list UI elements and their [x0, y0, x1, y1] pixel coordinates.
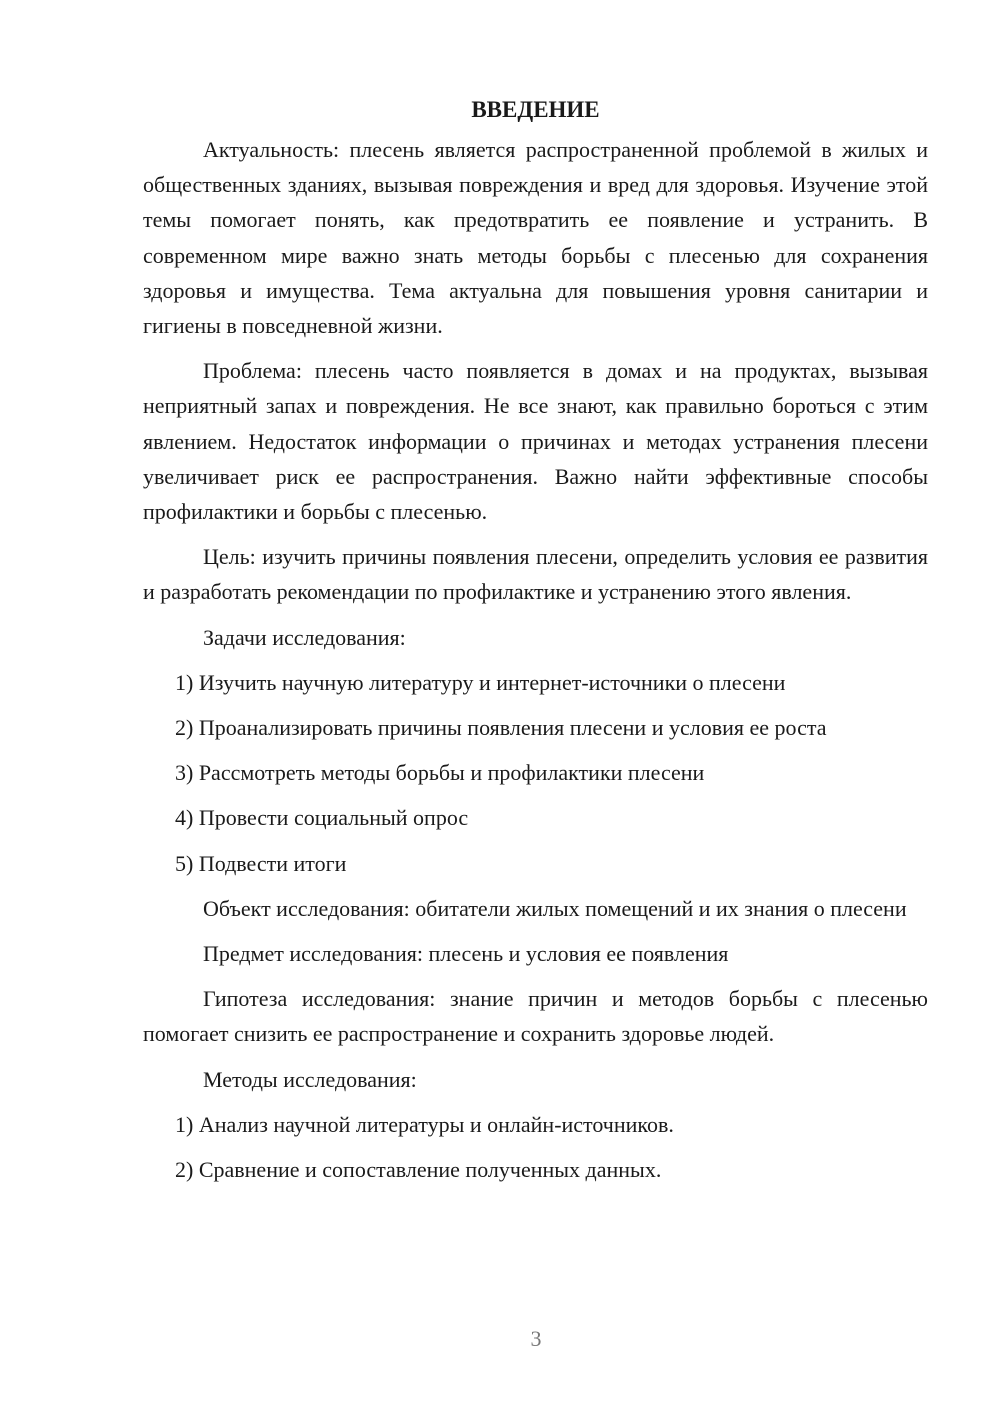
page-content [143, 92, 928, 1197]
task-item: 1) Изучить научную литературу и интернет-источники о плесени [175, 669, 786, 695]
relevance-paragraph: Актуальность: плесень является распространенной проблемой в жилых и общественных зданиях, вызывая повреждения и вред для здоровья. Изучение этой темы помогает понять, как предотвратить ее появление и устранить. В современном мире важно знать методы борьбы с плесенью для сохранения здоровья и имущества. Тема актуальна для повышения уровня санитарии и гигиены в повседневной жизни. [143, 137, 928, 339]
task-item: 5) Подвести итоги [175, 850, 347, 876]
problem-paragraph: Проблема: плесень часто появляется в домах и на продуктах, вызывая неприятный запах и повреждения. Не все знают, как правильно бороться с этим явлением. Недостаток информации о причинах и методах устранения плесени увеличивает риск ее распространения. Важно найти эффективные способы профилактики и борьбы с плесенью. [143, 358, 928, 525]
tasks-label: Задачи исследования: [203, 624, 406, 650]
methods-list [143, 1107, 928, 1187]
tasks-list [143, 665, 928, 881]
method-item: 2) Сравнение и сопоставление полученных данных. [175, 1157, 662, 1183]
goal-paragraph: Цель: изучить причины появления плесени, определить условия ее развития и разработать рекомендации по профилактике и устранению этого явления. [143, 544, 928, 605]
task-item: 4) Провести социальный опрос [175, 805, 469, 831]
task-item: 3) Рассмотреть методы борьбы и профилактики плесени [175, 760, 705, 786]
subject-paragraph: Предмет исследования: плесень и условия ее появления [203, 941, 729, 967]
task-item: 2) Проанализировать причины появления плесени и условия ее роста [175, 715, 827, 741]
method-item: 1) Анализ научной литературы и онлайн-источников. [175, 1111, 674, 1137]
methods-label: Методы исследования: [203, 1066, 417, 1092]
hypothesis-paragraph: Гипотеза исследования: знание причин и методов борьбы с плесенью помогает снизить ее распространение и сохранить здоровье людей. [143, 986, 928, 1047]
object-paragraph: Объект исследования: обитатели жилых помещений и их знания о плесени [203, 895, 907, 921]
section-heading: ВВЕДЕНИЕ [471, 97, 600, 122]
page-number: 3 [530, 1326, 542, 1351]
